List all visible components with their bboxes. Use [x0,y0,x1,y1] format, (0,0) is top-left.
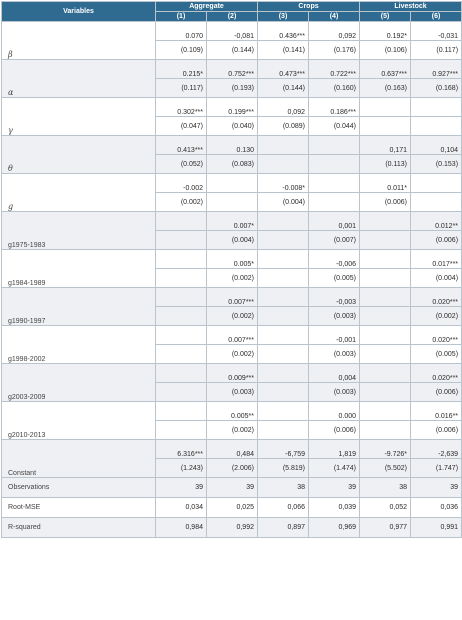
std-error-cell [156,307,207,326]
std-error-cell [258,345,309,364]
std-error-cell [207,193,258,212]
std-error-cell [309,193,360,212]
std-error-cell: (0.113) [360,155,411,174]
coefficient-cell [258,136,309,155]
group-header-livestock: Livestock [360,2,462,12]
coefficient-cell [360,288,411,307]
stat-value-cell: 39 [411,478,462,498]
coefficient-cell: 0.020*** [411,326,462,345]
stat-label: R-squared [2,518,156,538]
coefficient-cell: 0.007*** [207,326,258,345]
coefficient-cell: 0.927*** [411,60,462,79]
std-error-cell: (0.003) [309,345,360,364]
coefficient-cell: 0.007* [207,212,258,231]
coefficient-cell: -0.008* [258,174,309,193]
coefficient-cell [258,288,309,307]
row-label: g2003-2009 [2,364,156,402]
std-error-cell: (0.004) [207,231,258,250]
stat-value-cell: 0,066 [258,498,309,518]
std-error-cell: (0.007) [309,231,360,250]
std-error-cell: (0.040) [207,117,258,136]
coefficient-cell: 0.752*** [207,60,258,79]
coefficient-cell: -6,759 [258,440,309,459]
std-error-cell [258,155,309,174]
coefficient-cell: 0.020*** [411,288,462,307]
coefficient-cell: 1,819 [309,440,360,459]
coefficient-cell [360,402,411,421]
std-error-cell [258,269,309,288]
variables-header: Variables [2,2,156,22]
coefficient-cell: 0,092 [309,22,360,41]
column-header: (6) [411,12,462,22]
coefficient-cell: 0.007*** [207,288,258,307]
std-error-cell: (0.117) [156,79,207,98]
coefficient-cell [360,326,411,345]
std-error-cell: (0.006) [360,193,411,212]
std-error-cell: (0.005) [309,269,360,288]
table-row [2,136,462,155]
column-header: (4) [309,12,360,22]
std-error-cell [411,193,462,212]
std-error-cell: (0.117) [411,41,462,60]
stat-value-cell: 0,969 [309,518,360,538]
coefficient-cell: 0.017*** [411,250,462,269]
std-error-cell: (0.005) [411,345,462,364]
std-error-cell: (1.747) [411,459,462,478]
coefficient-cell: 0,484 [207,440,258,459]
column-header: (1) [156,12,207,22]
stat-value-cell: 0,977 [360,518,411,538]
table-row [2,440,462,459]
coefficient-cell: 0.722*** [309,60,360,79]
stat-value-cell: 38 [258,478,309,498]
stat-value-cell: 38 [360,478,411,498]
coefficient-cell [156,402,207,421]
std-error-cell [156,231,207,250]
stat-value-cell: 0,984 [156,518,207,538]
row-label: g2010-2013 [2,402,156,440]
std-error-cell: (0.193) [207,79,258,98]
std-error-cell [411,117,462,136]
coefficient-cell: 0.005** [207,402,258,421]
std-error-cell: (1.474) [309,459,360,478]
std-error-cell [258,307,309,326]
coefficient-cell: 0.012** [411,212,462,231]
coefficient-cell [156,212,207,231]
std-error-cell: (0.002) [156,193,207,212]
group-header-crops: Crops [258,2,360,12]
coefficient-cell [360,212,411,231]
stat-value-cell: 0,034 [156,498,207,518]
table-row [2,518,462,538]
std-error-cell: (0.153) [411,155,462,174]
coefficient-cell: 0.436*** [258,22,309,41]
stat-value-cell: 0,992 [207,518,258,538]
std-error-cell [360,117,411,136]
std-error-cell [156,383,207,402]
coefficient-cell [411,98,462,117]
std-error-cell: (0.006) [411,231,462,250]
std-error-cell [360,345,411,364]
table-row [2,250,462,269]
std-error-cell: (0.004) [258,193,309,212]
coefficient-cell: 0,001 [309,212,360,231]
std-error-cell: (0.003) [207,383,258,402]
std-error-cell: (0.160) [309,79,360,98]
coefficient-cell: 0.016** [411,402,462,421]
table-row [2,288,462,307]
std-error-cell: (0.109) [156,41,207,60]
table-body [2,22,462,538]
std-error-cell [156,269,207,288]
table-row [2,212,462,231]
table-row [2,22,462,41]
coefficient-cell: -0.002 [156,174,207,193]
coefficient-cell: -2,639 [411,440,462,459]
stat-value-cell: 0,897 [258,518,309,538]
std-error-cell: (0.002) [207,269,258,288]
stat-value-cell: 39 [156,478,207,498]
row-label: g1990-1997 [2,288,156,326]
coefficient-cell [360,364,411,383]
coefficient-cell: 6.316*** [156,440,207,459]
table-row [2,60,462,79]
std-error-cell: (0.002) [411,307,462,326]
coefficient-cell [411,174,462,193]
coefficient-cell: 0.302*** [156,98,207,117]
coefficient-cell [156,288,207,307]
coefficient-cell: 0.215* [156,60,207,79]
coefficient-cell: -0,006 [309,250,360,269]
coefficient-cell: -0,031 [411,22,462,41]
coefficient-cell: 0.011* [360,174,411,193]
std-error-cell: (2.006) [207,459,258,478]
coefficient-cell [156,364,207,383]
coefficient-cell: 0,092 [258,98,309,117]
std-error-cell: (0.144) [207,41,258,60]
table-row [2,174,462,193]
stat-value-cell: 0,052 [360,498,411,518]
coefficient-cell [258,326,309,345]
std-error-cell: (0.176) [309,41,360,60]
std-error-cell: (5.502) [360,459,411,478]
std-error-cell: (0.052) [156,155,207,174]
coefficient-cell: -9.726* [360,440,411,459]
table-row [2,98,462,117]
std-error-cell: (0.144) [258,79,309,98]
std-error-cell: (0.002) [207,345,258,364]
coefficient-cell [258,250,309,269]
table-row [2,478,462,498]
table-row [2,402,462,421]
coefficient-cell: 0.473*** [258,60,309,79]
std-error-cell: (0.006) [411,421,462,440]
table-row [2,364,462,383]
stat-label: Observations [2,478,156,498]
std-error-cell: (0.006) [309,421,360,440]
std-error-cell [156,345,207,364]
coefficient-cell: -0,003 [309,288,360,307]
coefficient-cell: 0,004 [309,364,360,383]
std-error-cell [360,421,411,440]
stat-label: Root-MSE [2,498,156,518]
table-header [2,2,462,22]
column-header: (2) [207,12,258,22]
row-label: g1984-1989 [2,250,156,288]
row-label: g [2,174,156,212]
row-label: g1975-1983 [2,212,156,250]
std-error-cell: (0.044) [309,117,360,136]
row-label: g1998-2002 [2,326,156,364]
stat-value-cell: 0,036 [411,498,462,518]
coefficient-cell [207,174,258,193]
column-header: (5) [360,12,411,22]
coefficient-cell: 0,171 [360,136,411,155]
std-error-cell: (0.002) [207,307,258,326]
std-error-cell: (5.819) [258,459,309,478]
std-error-cell [258,421,309,440]
std-error-cell [309,155,360,174]
coefficient-cell [258,402,309,421]
table-row [2,326,462,345]
coefficient-cell [360,98,411,117]
std-error-cell: (0.004) [411,269,462,288]
group-header-aggregate: Aggregate [156,2,258,12]
coefficient-cell: 0.009*** [207,364,258,383]
std-error-cell: (0.047) [156,117,207,136]
coefficient-cell: 0.000 [309,402,360,421]
stat-value-cell: 0,039 [309,498,360,518]
coefficient-cell [156,250,207,269]
std-error-cell: (0.003) [309,307,360,326]
row-label: θ [2,136,156,174]
std-error-cell: (0.163) [360,79,411,98]
coefficient-cell: -0,001 [309,326,360,345]
std-error-cell: (1.243) [156,459,207,478]
row-label: β [2,22,156,60]
std-error-cell: (0.168) [411,79,462,98]
coefficient-cell: 0.130 [207,136,258,155]
std-error-cell: (0.089) [258,117,309,136]
table-row [2,498,462,518]
coefficient-cell: 0.020*** [411,364,462,383]
coefficient-cell: -0,081 [207,22,258,41]
coefficient-cell [360,250,411,269]
stat-value-cell: 0,025 [207,498,258,518]
coefficient-cell: 0.637*** [360,60,411,79]
std-error-cell: (0.006) [411,383,462,402]
coefficient-cell: 0.186*** [309,98,360,117]
std-error-cell: (0.083) [207,155,258,174]
coefficient-cell [309,136,360,155]
row-label: α [2,60,156,98]
std-error-cell: (0.002) [207,421,258,440]
coefficient-cell: 0.192* [360,22,411,41]
coefficient-cell: 0.199*** [207,98,258,117]
std-error-cell [258,383,309,402]
coefficient-cell [258,212,309,231]
coefficient-cell [156,326,207,345]
coefficient-cell: 0.070 [156,22,207,41]
stat-value-cell: 39 [207,478,258,498]
std-error-cell: (0.141) [258,41,309,60]
coefficient-cell [258,364,309,383]
row-label: Constant [2,440,156,478]
std-error-cell: (0.106) [360,41,411,60]
std-error-cell: (0.003) [309,383,360,402]
coefficient-cell [309,174,360,193]
std-error-cell [360,383,411,402]
coefficient-cell: 0.413*** [156,136,207,155]
std-error-cell [360,231,411,250]
stat-value-cell: 0,991 [411,518,462,538]
coefficient-cell: 0.005* [207,250,258,269]
row-label: γ [2,98,156,136]
std-error-cell [360,269,411,288]
regression-table [1,1,462,538]
std-error-cell [258,231,309,250]
coefficient-cell: 0,104 [411,136,462,155]
std-error-cell [360,307,411,326]
stat-value-cell: 39 [309,478,360,498]
column-header: (3) [258,12,309,22]
std-error-cell [156,421,207,440]
